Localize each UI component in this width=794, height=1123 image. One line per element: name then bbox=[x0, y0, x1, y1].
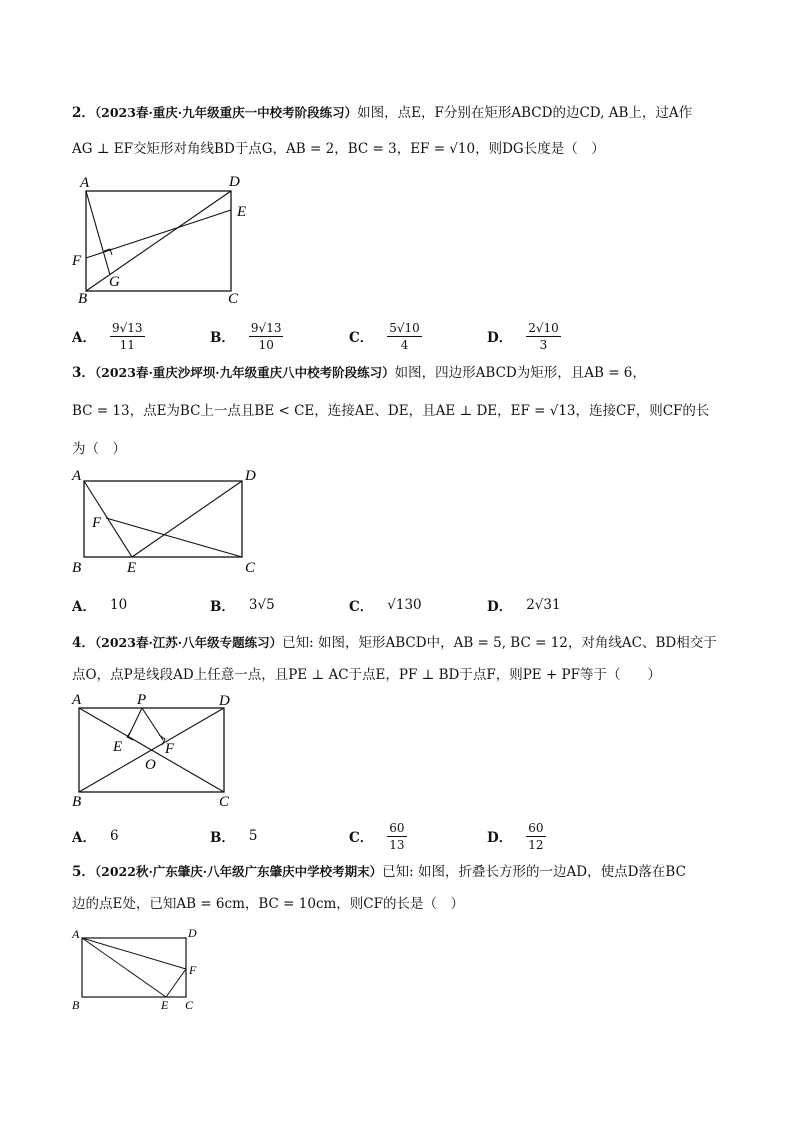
option-d[interactable]: D． 2√31 bbox=[487, 597, 561, 615]
segment-de bbox=[132, 481, 242, 557]
question-number: 5． bbox=[72, 864, 95, 880]
question-text: BC = 13，点E为BC上一点且BE < CE，连接AE、DE，且AE ⊥ DE，EF = √13，连接CF，则CF的长 bbox=[72, 403, 710, 419]
label-b: B bbox=[72, 794, 82, 810]
option-b[interactable]: B． $\frac{9√13}{10}$ bbox=[210, 320, 282, 352]
option-a[interactable]: A． 10 bbox=[72, 597, 128, 615]
label-f: F bbox=[92, 515, 102, 531]
question-source: （2022秋·广东肇庆·八年级广东肇庆中学校考期末） bbox=[94, 864, 383, 879]
option-c[interactable]: C． √130 bbox=[349, 597, 422, 615]
label-f: F bbox=[189, 963, 197, 977]
label-f: F bbox=[72, 253, 82, 269]
question-4-line-1 bbox=[72, 628, 732, 658]
segment-ef bbox=[86, 210, 231, 258]
segment-ef bbox=[166, 969, 186, 997]
label-o: O bbox=[145, 757, 156, 773]
question-number: 2． bbox=[72, 105, 95, 121]
question-4-options bbox=[72, 816, 732, 856]
label-a: A bbox=[72, 468, 82, 484]
option-c[interactable]: C． $\frac{60}{13}$ bbox=[349, 820, 405, 852]
question-2-line-1 bbox=[72, 98, 732, 128]
label-d: D bbox=[188, 926, 197, 940]
figure-q3 bbox=[68, 462, 268, 578]
question-3-line-1 bbox=[72, 358, 732, 388]
question-2-options bbox=[72, 316, 732, 356]
label-e: E bbox=[113, 739, 123, 755]
question-source: （2023春·重庆沙坪坝·九年级重庆八中校考阶段练习） bbox=[94, 365, 395, 380]
question-5 bbox=[72, 857, 732, 919]
question-text: 如图，四边形ABCD为矩形，且AB = 6， bbox=[394, 365, 646, 381]
segment-ag bbox=[86, 191, 110, 275]
label-b: B bbox=[78, 291, 88, 307]
question-3 bbox=[72, 358, 732, 464]
label-c: C bbox=[245, 560, 256, 576]
question-2 bbox=[72, 98, 732, 164]
figure-q2 bbox=[70, 170, 260, 310]
label-b: B bbox=[72, 560, 82, 576]
question-text: 已知: 如图，折叠长方形的一边AD，使点D落在BC bbox=[382, 864, 686, 880]
question-source: （2023春·重庆·九年级重庆一中校考阶段练习） bbox=[94, 105, 358, 120]
question-4 bbox=[72, 628, 732, 690]
question-source: （2023春·江苏·八年级专题练习） bbox=[94, 635, 283, 650]
option-d[interactable]: D． $\frac{2√10}{3}$ bbox=[487, 320, 559, 352]
label-f: F bbox=[165, 741, 175, 757]
label-c: C bbox=[219, 794, 230, 810]
option-b[interactable]: B． 3√5 bbox=[210, 597, 275, 615]
label-e: E bbox=[237, 204, 247, 220]
question-5-line-1 bbox=[72, 857, 732, 887]
label-g: G bbox=[109, 274, 120, 290]
question-number: 4． bbox=[72, 635, 95, 651]
question-text: 为（ ） bbox=[72, 441, 126, 457]
segment-ae bbox=[82, 938, 166, 997]
label-b: B bbox=[72, 998, 80, 1012]
label-d: D bbox=[229, 174, 240, 190]
option-a[interactable]: A． 6 bbox=[72, 828, 119, 846]
question-text: AG ⊥ EF交矩形对角线BD于点G，AB = 2，BC = 3，EF = √10，则DG长度是（ ） bbox=[72, 141, 605, 157]
option-d[interactable]: D． $\frac{60}{12}$ bbox=[487, 820, 544, 852]
rectangle-abcd bbox=[82, 938, 186, 997]
label-e: E bbox=[161, 998, 169, 1012]
label-e: E bbox=[127, 560, 137, 576]
question-text: 已知: 如图，矩形ABCD中，AB = 5, BC = 12，对角线AC、BD相交于 bbox=[282, 635, 717, 651]
label-a: A bbox=[80, 175, 90, 191]
label-d: D bbox=[245, 468, 256, 484]
question-text: 边的点E处，已知AB = 6cm，BC = 10cm，则CF的长是（ ） bbox=[72, 896, 465, 912]
label-c: C bbox=[228, 291, 239, 307]
label-a: A bbox=[72, 692, 82, 708]
question-text: 点O，点P是线段AD上任意一点，且PE ⊥ AC于点E，PF ⊥ BD于点F，则PE + PF等于（ ） bbox=[72, 667, 661, 683]
figure-q5 bbox=[68, 925, 208, 1015]
option-b[interactable]: B． 5 bbox=[210, 828, 258, 846]
figure-q4 bbox=[68, 688, 248, 812]
option-c[interactable]: C． $\frac{5√10}{4}$ bbox=[349, 320, 420, 352]
label-d: D bbox=[219, 693, 230, 709]
question-text: 如图，点E，F分别在矩形ABCD的边CD, AB上，过A作 bbox=[357, 105, 693, 121]
label-p: P bbox=[137, 692, 147, 708]
question-3-options bbox=[72, 585, 732, 625]
segment-cf bbox=[106, 518, 242, 557]
option-a[interactable]: A． $\frac{9√13}{11}$ bbox=[72, 320, 143, 352]
segment-af bbox=[82, 938, 186, 969]
label-a: A bbox=[72, 927, 80, 941]
diagonal-bd bbox=[86, 191, 231, 291]
question-number: 3． bbox=[72, 365, 95, 381]
label-c: C bbox=[185, 998, 194, 1012]
